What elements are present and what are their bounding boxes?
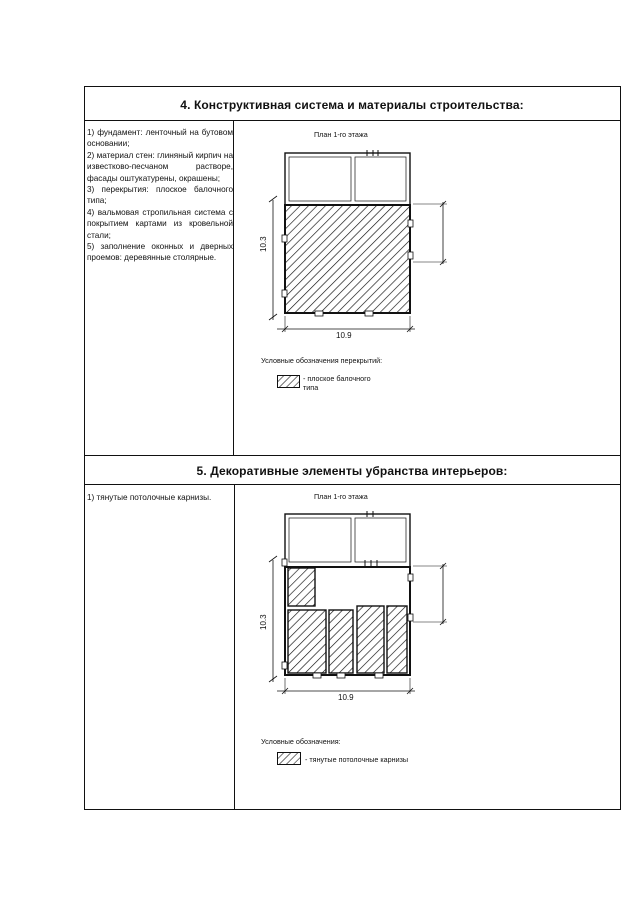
table-border-bottom [84, 809, 621, 810]
section-4-plan-title: План 1-го этажа [314, 130, 368, 139]
section-5-decor-list [87, 492, 233, 503]
section-5-title: 5. Декоративные элементы убранства интерьеров: [196, 464, 508, 478]
row-divider [84, 120, 621, 121]
dimension-height-label: 10.3 [259, 236, 268, 252]
section-5-legend-title: Условные обозначения: [261, 737, 341, 746]
list-item: 1) тянутые потолочные карнизы. [87, 493, 212, 502]
table-border-right [620, 86, 621, 810]
column-divider [233, 120, 234, 456]
dimension-width-label: 10.9 [336, 331, 352, 340]
legend-label: - тянутые потолочные карнизы [305, 755, 409, 764]
row-divider [84, 484, 621, 485]
legend-label: - плоское балочного типа [303, 374, 371, 392]
table-border-left [84, 86, 85, 810]
row-divider [84, 455, 621, 456]
section-5-floor-plan [255, 502, 465, 712]
section-4-materials-list [87, 127, 233, 264]
legend-hatch-swatch [277, 752, 301, 765]
list-item: 5) заполнение оконных и дверных проемов: деревянные столярные. [87, 242, 233, 263]
list-item: 4) вальмовая стропильная система с покрытием картами из кровельной стали; [87, 207, 233, 240]
section-4-legend-title: Условные обозначения перекрытий: [261, 356, 383, 365]
section-4-title: 4. Конструктивная система и материалы строительства: [180, 98, 524, 112]
column-divider [234, 484, 235, 810]
section-4-floor-plan [255, 140, 465, 350]
dimension-height-label: 10.3 [259, 614, 268, 630]
table-border-top [84, 86, 621, 87]
list-item: 1) фундамент: ленточный на бутовом основании; [87, 128, 233, 149]
section-5-plan-title: План 1-го этажа [314, 492, 368, 501]
list-item: 3) перекрытия: плоское балочного типа; [87, 185, 233, 206]
dimension-width-label: 10.9 [338, 693, 354, 702]
legend-hatch-swatch [277, 375, 300, 388]
list-item: 2) материал стен: глиняный кирпич на известково-песчаном растворе, фасады оштукатурены, окрашены; [87, 150, 233, 183]
